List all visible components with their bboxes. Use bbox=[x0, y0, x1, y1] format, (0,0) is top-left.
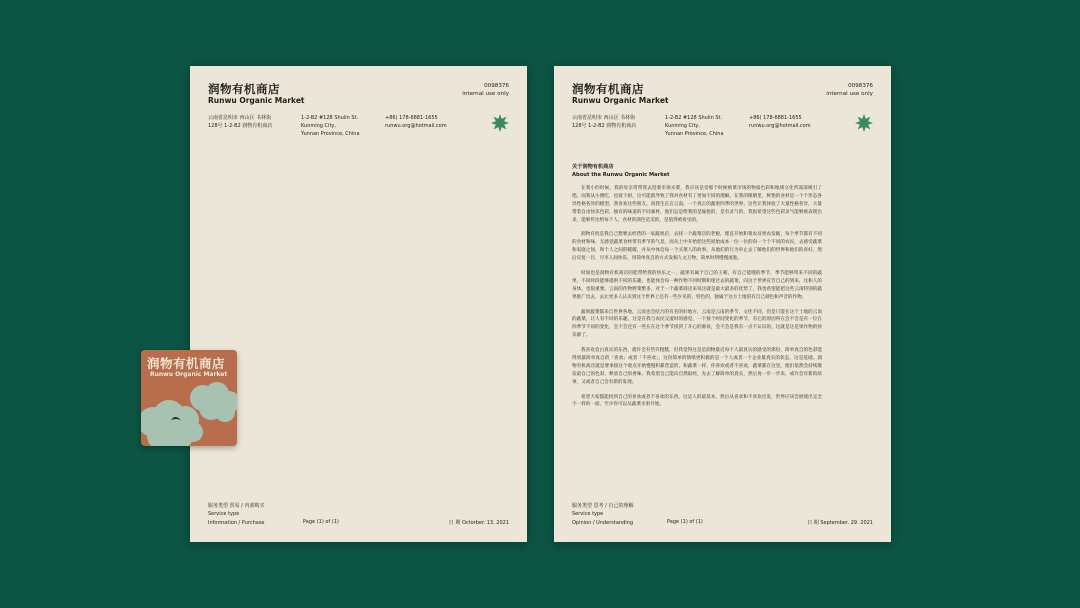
address-cn: 云南省昆明市 西山区 书林街 128号 1-2-B2 润物有机商店 bbox=[208, 115, 273, 129]
service-type-block: 服务类型 思考 / 自己的理解 Service type Opinion / Understanding bbox=[572, 503, 634, 526]
star-badge-icon bbox=[491, 114, 509, 132]
card-title-cn: 润物有机商店 bbox=[147, 356, 226, 371]
address-en: 1-2-B2 #128 Shulin St. Kunming City, Yunnan Province, China bbox=[301, 115, 360, 137]
store-name-en: Runwu Organic Market bbox=[572, 96, 669, 105]
paragraph: 蔬果蔬菜都来自世界各地，云南也会结合的有名的好地方，云南是云南的季节，文化不同，但是只能在这个土地的云南的蔬菜，让人有不同的乐趣，这是在我与农民交流时的感觉，一个接个时间变化的季节，有它的原因所在会不会是有一位在四季节不同的变化，会不会还有一些在在这个季节找到了开心的源泉，会不会是我有一点不认识的，这就是这是果作物的快乐源了。 bbox=[572, 309, 822, 339]
star-badge-icon bbox=[855, 114, 873, 132]
page-indicator: Page (1) of (1) bbox=[303, 519, 339, 525]
contact-info: +86) 178-6881-1655 runwu.org@hotmail.com bbox=[749, 115, 811, 129]
letter-body bbox=[572, 185, 822, 416]
address-cn: 云南省昆明市 西山区 书林街 128号 1-2-B2 润物有机商店 bbox=[572, 115, 637, 129]
store-name-en: Runwu Organic Market bbox=[208, 96, 305, 105]
letterhead-sheet-right bbox=[554, 66, 891, 542]
paragraph: 时间也是润物有机商店的能带给我的快乐之一，蔬果有属于自己的王朝，有自己能嗅的季节，季节能够带来不同的蔬果，不同时段能够提供不同的乐趣，也能体会每一种作物不同时期和迷过去的蔬菜，向这个世界宣告自己的到来，这和人的身体，也很重要。云南的作物野菜繁多，对于一个蔬菜商店来说这就是最大最多的优势了，我也希望能把这些云南特别的蔬果推广出去，去让更多人认识到这个世界上还有一些少见的，特色的，独属于这方土地的有自己颜色和声音的作物。 bbox=[572, 271, 822, 300]
letterhead-sheet-left bbox=[190, 66, 527, 542]
business-card bbox=[141, 350, 237, 446]
store-name-cn: 润物有机商店 bbox=[208, 82, 280, 96]
phone: +86) 178-6881-1655 bbox=[385, 115, 438, 121]
email: runwu.org@hotmail.com bbox=[385, 123, 447, 129]
document-number-value: 0098376 bbox=[484, 83, 509, 89]
service-type-block: 服务类型 贸易 / 内部购买 Service type Information / Purchase bbox=[208, 503, 265, 526]
document-number: 0098376 internal use only bbox=[826, 83, 873, 98]
paragraph: 希望大家都能找到自己的喜欢或者不喜欢的东西，这是人的最基本，然后从喜欢和不喜欢出发，世界应该会展现出完全不一样的一面。至少你可以从蔬菜水果开始。 bbox=[572, 394, 822, 408]
address-en: 1-2-B2 #128 Shulin St. Kunming City, Yunnan Province, China bbox=[665, 115, 724, 137]
contact-info bbox=[385, 114, 447, 130]
page-indicator: Page (1) of (1) bbox=[667, 519, 703, 525]
letter-heading: 关于润物有机商店 About the Runwu Organic Market bbox=[572, 164, 670, 179]
date: 日 期 Octorber. 13. 2021 bbox=[448, 520, 509, 526]
paragraph: 在我小的时候，我的母亲常带我去逛菜市场买菜，我应该是受那个时候被菜市场的物质色彩和地域文化所深深吸引了吧。而我从小便吃，也爱下厨，这可能就导致了我对食材有了更加不同的理解。在我的眼睛里，鲜艳的食材是一个个形态各异性格各异的模型，我喜欢这些朋友。而我生长在云南，一个真正的蔬果四季的世界，这些让我体验了大量性格各异，大量带着自由快乐色彩，独有的味道的不同素材，他们总是给我的是愉悦的，是有灵气的。我很希望这些色彩灵气能够被表现出来，能够传达给每个人，食材的颜色是美的，是值得被看见的。 bbox=[572, 186, 822, 223]
document-number bbox=[462, 82, 509, 98]
paragraph: 我喜欢直白真实的东西，就许会有些许粗糙，但我觉得这是是润物最近每个人最真实的感受的那份，简单真自的色彩能得到最简单真自的「喜欢」或者「不喜欢」，这份简单的情绪更积极的是一个人或者一个企业最真实的状态，这是基础。润物有机商店就是要承接这个观点开始慢慢积累营造的，和蔬菜一样，你喜欢或者不喜欢，蔬菜都在这里。他们依然会持续散发最自己的色彩，释放自己的香味，我希望自己能向自然取经，先去了解简单的真实，然后再一步一步来，或许会有新的故事，又或者自己会有新的发现。 bbox=[572, 348, 822, 385]
usage-note: internal use only bbox=[462, 91, 509, 98]
paragraph: 润物有机是我自己想要去经营的一家蔬果店，去找一个蔬菜店的老板，理直开始和菜农及果农发掘，每个季节都有不同的食材和味，无感觉蔬菜食材带有季节的气息，而从土中开始把这些原始成本一位一位的向一个个不同的农民，去感受蔬菜和家庭之间，和个人之间的暖暖，并从中体会每一个买菜人的故事，从他们的行为举止去了解他们的世界和他们的喜好，然后反复一目，尽享人间快乐，用简单真自的方式发掘人文万物，简单时刻慢慢流逝。 bbox=[572, 232, 822, 262]
store-name-cn: 润物有机商店 bbox=[572, 82, 644, 96]
date: 日 期 September. 29. 2021 bbox=[807, 520, 873, 526]
card-title-en: Runwu Organic Market bbox=[150, 371, 228, 378]
